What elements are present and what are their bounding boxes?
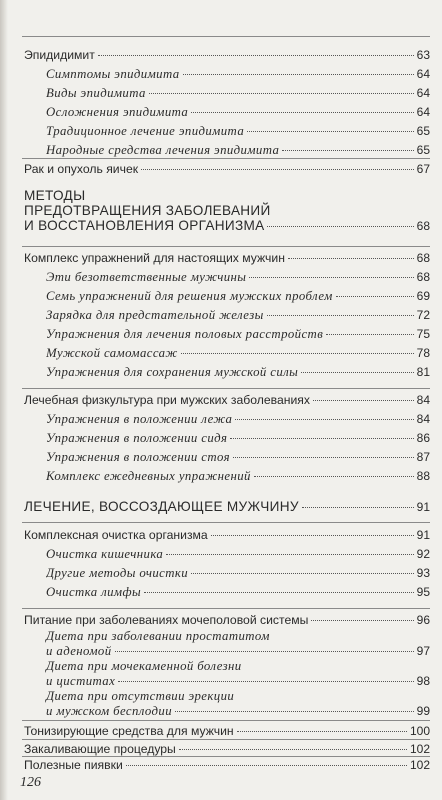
- toc-subentry: Традиционное лечение эпидимита 65: [46, 124, 430, 138]
- toc-entry-page: 102: [409, 742, 430, 756]
- toc-entry-title: Эпидидимит: [24, 48, 95, 62]
- toc-subentry: Очистка лимфы 95: [46, 585, 430, 599]
- toc-subentry: Другие методы очистки 93: [46, 566, 430, 580]
- toc-entry: Питание при заболеваниях мочеполовой системы 96: [24, 613, 430, 627]
- section-divider: [22, 246, 430, 247]
- toc-subentry: Народные средства лечения эпидимита 65: [46, 143, 430, 157]
- toc-subentry: Виды эпидимита 64: [46, 86, 430, 100]
- toc-subentry-line1: Диета при отсутствии эрекции: [46, 689, 235, 703]
- toc-subentry: Мужской самомассаж 78: [46, 346, 430, 360]
- chapter-heading: ЛЕЧЕНИЕ, ВОССОЗДАЮЩЕЕ МУЖЧИНУ 91: [24, 499, 430, 514]
- section-divider: [22, 158, 430, 159]
- toc-subentry: Симптомы эпидимита 64: [46, 67, 430, 81]
- toc-entry: [24, 742, 430, 756]
- section-divider: [22, 720, 430, 721]
- section-divider: [22, 388, 430, 389]
- toc-subentry-line1: Диета при заболевании простатитом: [46, 629, 270, 643]
- toc-subentry: Упражнения для сохранения мужской силы 81: [46, 365, 430, 379]
- toc-subentry: и мужском бесплодии 99: [46, 704, 430, 718]
- toc-subentry: Упражнения в положении стоя 87: [46, 450, 430, 464]
- toc-subentry: Осложнения эпидимита 64: [46, 105, 430, 119]
- chapter-heading: МЕТОДЫ ПРЕДОТВРАЩЕНИЯ ЗАБОЛЕВАНИЙ: [24, 188, 271, 218]
- toc-entry: Лечебная физкультура при мужских заболеваниях 84: [24, 393, 430, 407]
- toc-entry: Комплексная очистка организма 91: [24, 528, 430, 542]
- page-number: 126: [20, 775, 41, 790]
- toc-subentry: и циститах 98: [46, 674, 430, 688]
- toc-subentry: Упражнения в положении лежа 84: [46, 412, 430, 426]
- section-divider: [22, 522, 430, 523]
- toc-subentry: Очистка кишечника 92: [46, 547, 430, 561]
- toc-entry-page: 102: [409, 758, 430, 772]
- toc-entry: Комплекс упражнений для настоящих мужчин 68: [24, 251, 430, 265]
- toc-subentry: Эти безответственные мужчины 68: [46, 270, 430, 284]
- section-divider: [22, 739, 430, 740]
- toc-subentry: Упражнения в положении сидя 86: [46, 431, 430, 445]
- section-divider: [22, 608, 430, 609]
- chapter-heading-line: И ВОССТАНОВЛЕНИЯ ОРГАНИЗМА 68: [24, 218, 430, 233]
- toc-entry: [24, 48, 430, 62]
- section-divider: [22, 756, 430, 757]
- toc-entry: Рак и опухоль яичек 67: [24, 162, 430, 176]
- toc-subentry: Семь упражнений для решения мужских проблем 69: [46, 289, 430, 303]
- section-divider: [22, 36, 430, 37]
- toc-subentry: Зарядка для предстательной железы 72: [46, 308, 430, 322]
- toc-entry-page: 63: [416, 48, 430, 62]
- toc-entry: Тонизирующие средства для мужчин 100: [24, 724, 430, 738]
- toc-subentry: и аденомой 97: [46, 644, 430, 658]
- page-spine-shadow: [0, 0, 8, 800]
- toc-subentry: Упражнения для лечения половых расстройств 75: [46, 327, 430, 341]
- toc-entry-title: Полезные пиявки: [24, 758, 123, 772]
- toc-subentry: Комплекс ежедневных упражнений 88: [46, 469, 430, 483]
- toc-entry: [24, 758, 430, 772]
- toc-subentry-line1: Диета при мочекаменной болезни: [46, 659, 242, 673]
- toc-entry-title: Закаливающие процедуры: [24, 742, 176, 756]
